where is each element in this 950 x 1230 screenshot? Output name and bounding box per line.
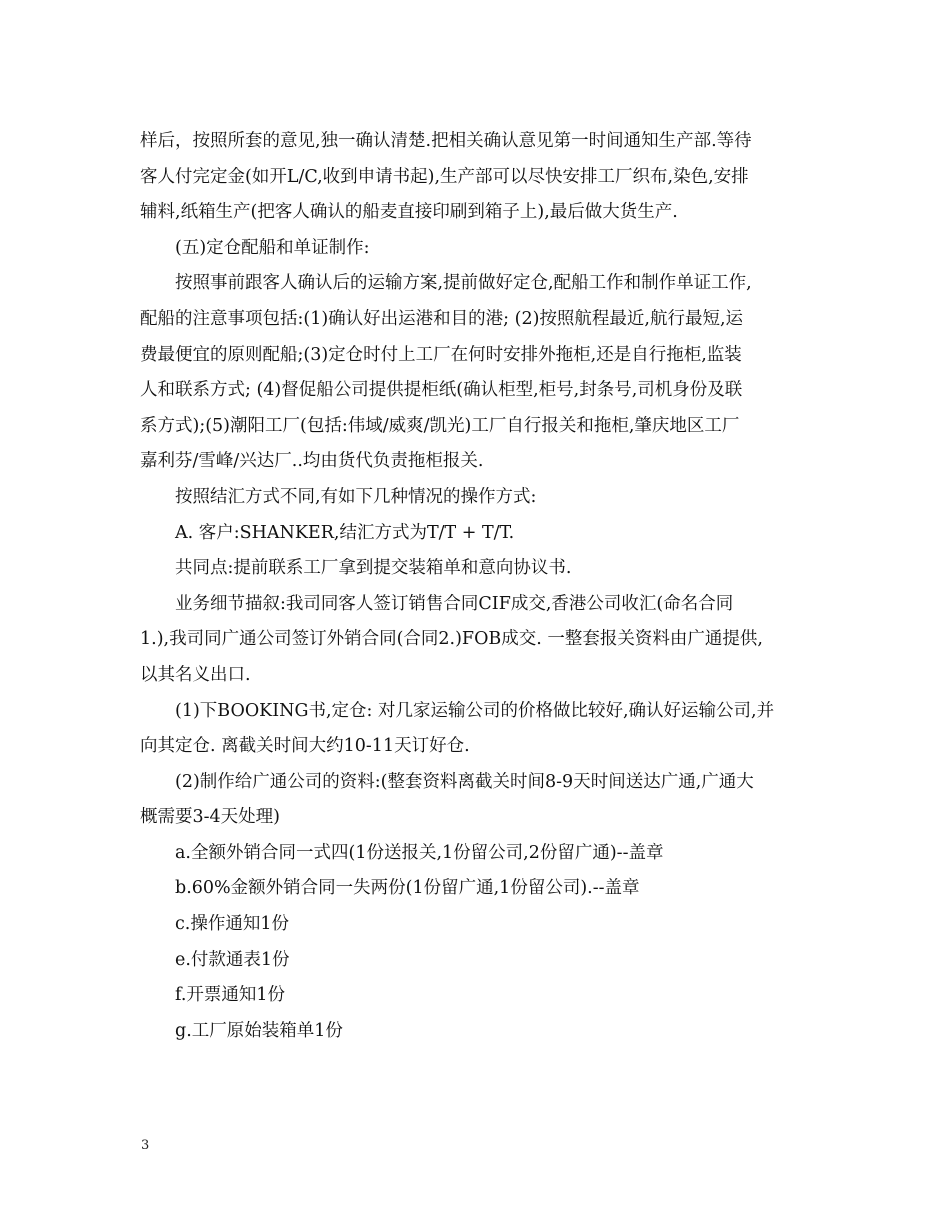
paragraph-line: b.60%金额外销合同一失两份(1份留广通,1份留公司).--盖章 [175, 878, 640, 899]
paragraph-line: (五)定仓配船和单证制作: [175, 237, 370, 258]
paragraph-line: 业务细节描叙:我司同客人签订销售合同CIF成交,香港公司收汇(命名合同 [175, 593, 734, 614]
paragraph-line: 以其名义出口. [140, 664, 251, 685]
paragraph-line: (2)制作给广通公司的资料:(整套资料离截关时间8-9天时间送达广通,广通大 [175, 771, 754, 792]
paragraph-line: 样后，按照所套的意见,独一确认清楚.把相关确认意见第一时间通知生产部.等待 [140, 131, 752, 151]
paragraph-line: 配船的注意事项包括:(1)确认好出运港和目的港; (2)按照航程最近,航行最短,运 [140, 308, 744, 329]
paragraph-line: 共同点:提前联系工厂拿到提交装箱单和意向协议书. [175, 558, 572, 579]
body-text [140, 124, 820, 1049]
paragraph-line: e.付款通表1份 [175, 949, 290, 970]
paragraph-line: 按照结汇方式不同,有如下几种情况的操作方式: [175, 486, 537, 507]
paragraph-line: g.工厂原始装箱单1份 [175, 1020, 343, 1041]
paragraph-line: 系方式);(5)潮阳工厂(包括:伟域/威爽/凯光)工厂自行报关和拖柜,肇庆地区工厂 [140, 415, 740, 436]
paragraph-line: 客人付完定金(如开L/C,收到申请书起),生产部可以尽快安排工厂织布,染色,安排 [140, 166, 749, 187]
paragraph-line: 向其定仓. 离截关时间大约10-11天订好仓. [140, 736, 470, 757]
paragraph-line: 费最便宜的原则配船;(3)定仓时付上工厂在何时安排外拖柜,还是自行拖柜,监装 [140, 344, 742, 365]
paragraph-line: f.开票通知1份 [175, 985, 286, 1006]
paragraph-line: 人和联系方式; (4)督促船公司提供提柜纸(确认柜型,柜号,封条号,司机身份及联 [140, 380, 743, 401]
paragraph-line: a.全额外销合同一式四(1份送报关,1份留公司,2份留广通)--盖章 [175, 842, 664, 863]
paragraph-line: 嘉利芬/雪峰/兴达厂..均由货代负责拖柜报关. [140, 451, 484, 472]
paragraph-line: 辅料,纸箱生产(把客人确认的船麦直接印刷到箱子上),最后做大货生产. [140, 202, 678, 223]
page-number: 3 [141, 1138, 150, 1153]
paragraph-line: 概需要3-4天处理) [140, 807, 281, 828]
paragraph-line: 1.),我司同广通公司签订外销合同(合同2.)FOB成交. 一整套报关资料由广通提供, [140, 629, 763, 650]
paragraph-line: c.操作通知1份 [175, 914, 289, 935]
paragraph-line: A. 客户:SHANKER,结汇方式为T/T + T/T. [175, 522, 515, 543]
paragraph-line: (1)下BOOKING书,定仓: 对几家运输公司的价格做比较好,确认好运输公司,并 [175, 700, 775, 721]
paragraph-line: 按照事前跟客人确认后的运输方案,提前做好定仓,配船工作和制作单证工作, [175, 273, 752, 294]
